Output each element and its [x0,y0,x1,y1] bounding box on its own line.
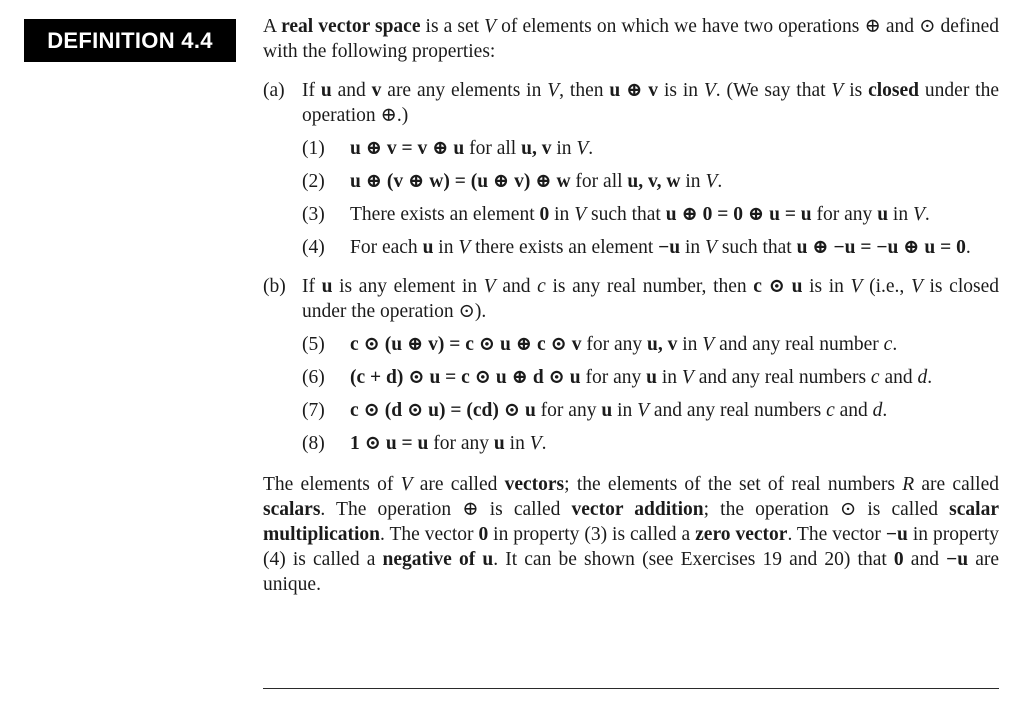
definition-intro: A real vector space is a set V of elements on which we have two operations ⊕ and ⊙ defined with the following properties: [263,16,999,62]
definition-body [263,14,999,597]
part-b-label: (b) [263,276,286,297]
part-a-text: If u and v are any elements in V, then u ⊕ v is in V. (We say that V is closed under the operation ⊕.) [302,80,1000,126]
closing-paragraph: The elements of V are called vectors; the elements of the set of real numbers R are called scalars. The operation ⊕ is called vector addition; the operation ⊙ is called scalar multiplication. The vector 0 in property (3) is called a zero vector. The vector −u in property (4) is called a negative of u. It can be shown (see Exercises 19 and 20) that 0 and −u are unique. [263,474,1000,595]
property-5: (5) c ⊙ (u ⊕ v) = c ⊙ u ⊕ c ⊙ v for any u, v in V and any real number c. [302,334,898,355]
property-1: (1) u ⊕ v = v ⊕ u for all u, v in V. [302,138,594,159]
part-b [263,274,999,324]
part-b-text: If u is any element in V and c is any real number, then c ⊙ u is in V (i.e., V is closed under the operation ⊙). [302,276,999,322]
bottom-rule [263,688,999,689]
part-a-label: (a) [263,80,285,101]
properties-a-list [302,136,999,260]
property-4: (4) For each u in V there exists an element −u in V such that u ⊕ −u = −u ⊕ u = 0. [302,237,971,258]
property-8: (8) 1 ⊙ u = u for any u in V. [302,433,547,454]
property-7: (7) c ⊙ (d ⊙ u) = (cd) ⊙ u for any u in V and any real numbers c and d. [302,400,888,421]
property-2: (2) u ⊕ (v ⊕ w) = (u ⊕ v) ⊕ w for all u, v, w in V. [302,171,723,192]
property-3: (3) There exists an element 0 in V such that u ⊕ 0 = 0 ⊕ u = u for any u in V. [302,204,930,225]
property-6: (6) (c + d) ⊙ u = c ⊙ u ⊕ d ⊙ u for any u in V and any real numbers c and d. [302,367,933,388]
part-a [263,78,999,128]
properties-b-list [302,332,999,456]
definition-badge: DEFINITION 4.4 [24,19,236,62]
